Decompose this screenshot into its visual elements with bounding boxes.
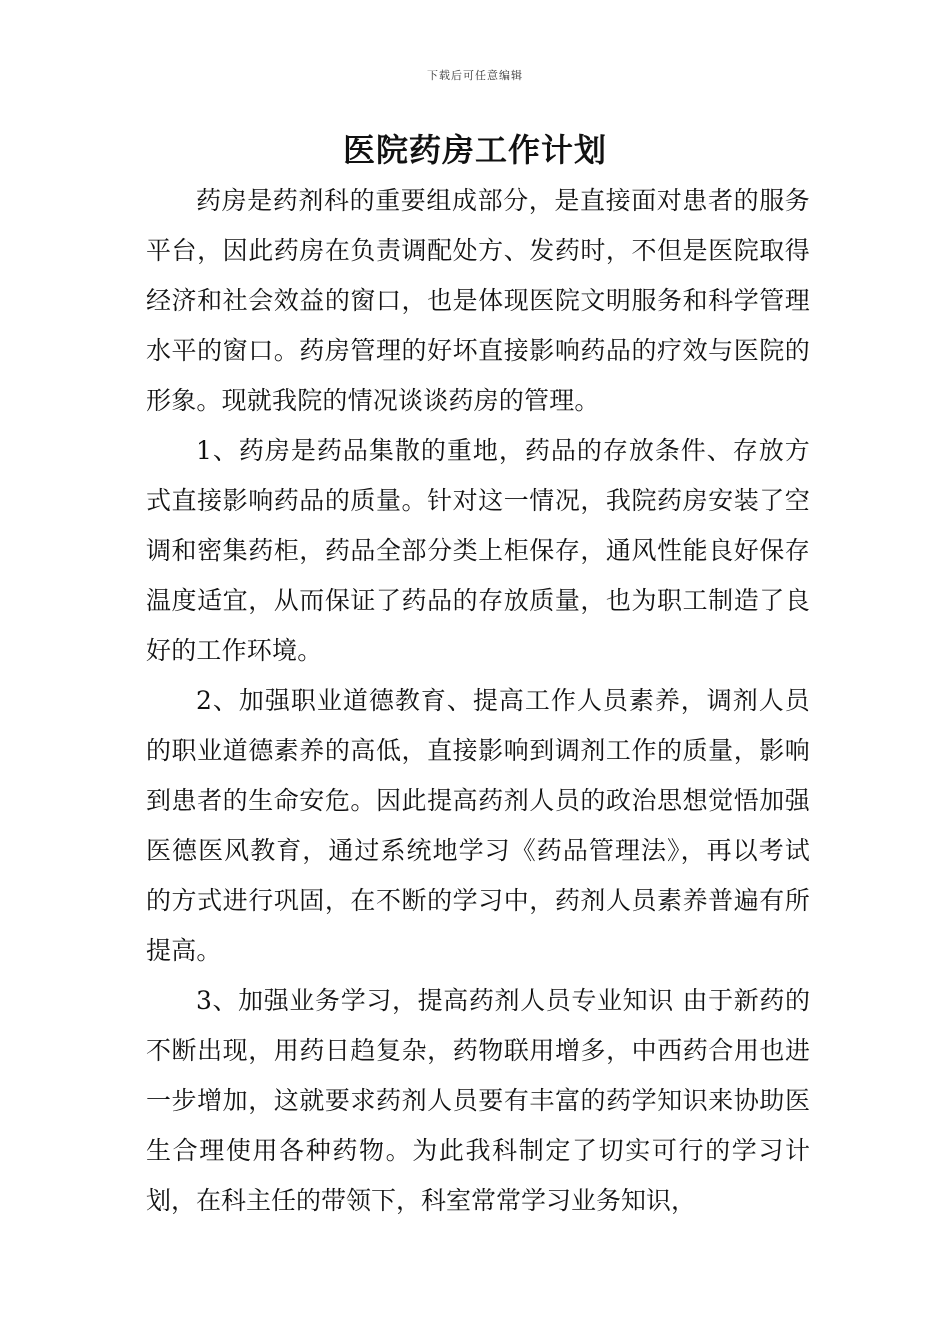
page-header-note: 下载后可任意编辑	[427, 69, 523, 82]
document-title: 医院药房工作计划	[342, 131, 607, 169]
paragraph-item-1: 1、药房是药品集散的重地，药品的存放条件、存放方式直接影响药品的质量。针对这一情况，我院药房安装了空调和密集药柜，药品全部分类上柜保存，通风性能良好保存温度适宜，从而保证了药品的存放质量，也为职工制造了良好的工作环境。	[146, 436, 810, 665]
paragraph-item-3: 3、加强业务学习，提高药剂人员专业知识 由于新药的不断出现，用药日趋复杂，药物联用增多，中西药合用也进一步增加，这就要求药剂人员要有丰富的药学知识来协助医生合理使用各种药物。为此我科制定了切实可行的学习计划，在科主任的带领下，科室常常学习业务知识，	[146, 986, 810, 1215]
paragraph-intro: 药房是药剂科的重要组成部分，是直接面对患者的服务平台，因此药房在负责调配处方、发药时，不但是医院取得经济和社会效益的窗口，也是体现医院文明服务和科学管理水平的窗口。药房管理的好坏直接影响药品的疗效与医院的形象。现就我院的情况谈谈药房的管理。	[146, 186, 810, 415]
document-body	[146, 176, 810, 1226]
paragraph-item-2: 2、加强职业道德教育、提高工作人员素养，调剂人员的职业道德素养的高低，直接影响到调剂工作的质量，影响到患者的生命安危。因此提高药剂人员的政治思想觉悟加强医德医风教育，通过系统地学习《药品管理法》，再以考试的方式进行巩固，在不断的学习中，药剂人员素养普遍有所提高。	[146, 686, 810, 965]
